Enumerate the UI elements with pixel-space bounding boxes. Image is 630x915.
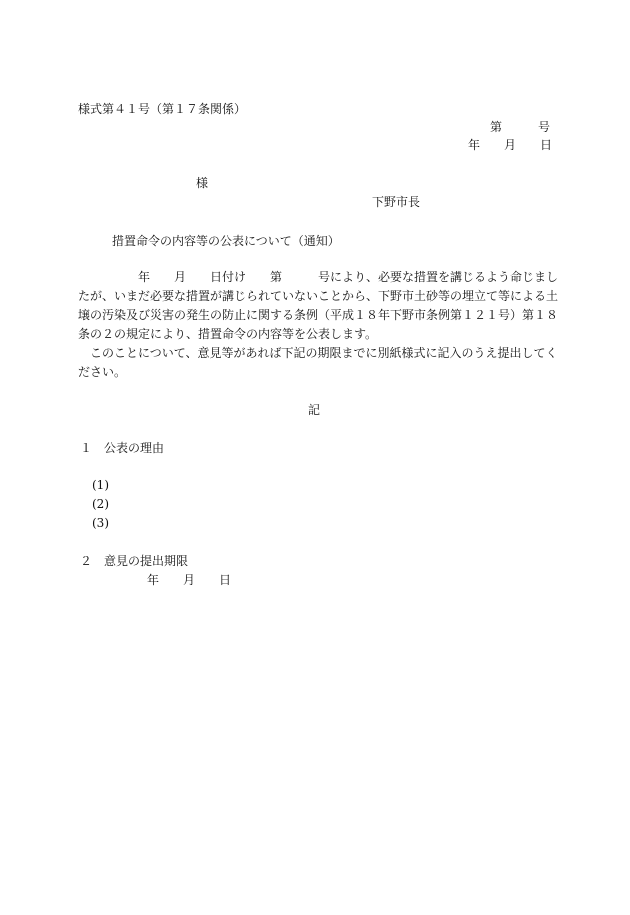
reason-item-1: (1) (92, 478, 109, 492)
record-heading: 記 (308, 403, 321, 417)
sender-name: 下野市長 (372, 195, 421, 209)
reason-item-3: (3) (92, 516, 109, 530)
body-paragraph-1-line-3: 壌の汚染及び災害の発生の防止に関する条例（平成１８年下野市条例第１２１号）第１８ (78, 308, 559, 322)
section-1-title: １ 公表の理由 (80, 441, 165, 455)
body-paragraph-2-line-2: ださい。 (78, 365, 127, 379)
body-paragraph-1-line-1: 年 月 日付け 第 号により、必要な措置を講じるよう命じまし (78, 270, 559, 284)
section-2-title: ２ 意見の提出期限 (80, 554, 189, 568)
reason-item-2: (2) (92, 497, 109, 511)
form-number: 様式第４１号（第１７条関係） (78, 102, 247, 116)
body-paragraph-2-line-1: このことについて、意見等があれば下記の期限までに別紙様式に記入のうえ提出してく (78, 346, 558, 360)
body-paragraph-1-line-4: 条の２の規定により、措置命令の内容等を公表します。 (78, 327, 378, 341)
document-date: 年 月 日 (468, 138, 553, 152)
body-paragraph-1-line-2: たが、いまだ必要な措置が講じられていないことから、下野市土砂等の埋立て等による土 (78, 289, 559, 303)
recipient-suffix: 様 (196, 176, 209, 190)
deadline-date: 年 月 日 (147, 573, 232, 587)
document-number: 第 号 (490, 120, 551, 134)
notice-title: 措置命令の内容等の公表について（通知） (112, 234, 340, 248)
